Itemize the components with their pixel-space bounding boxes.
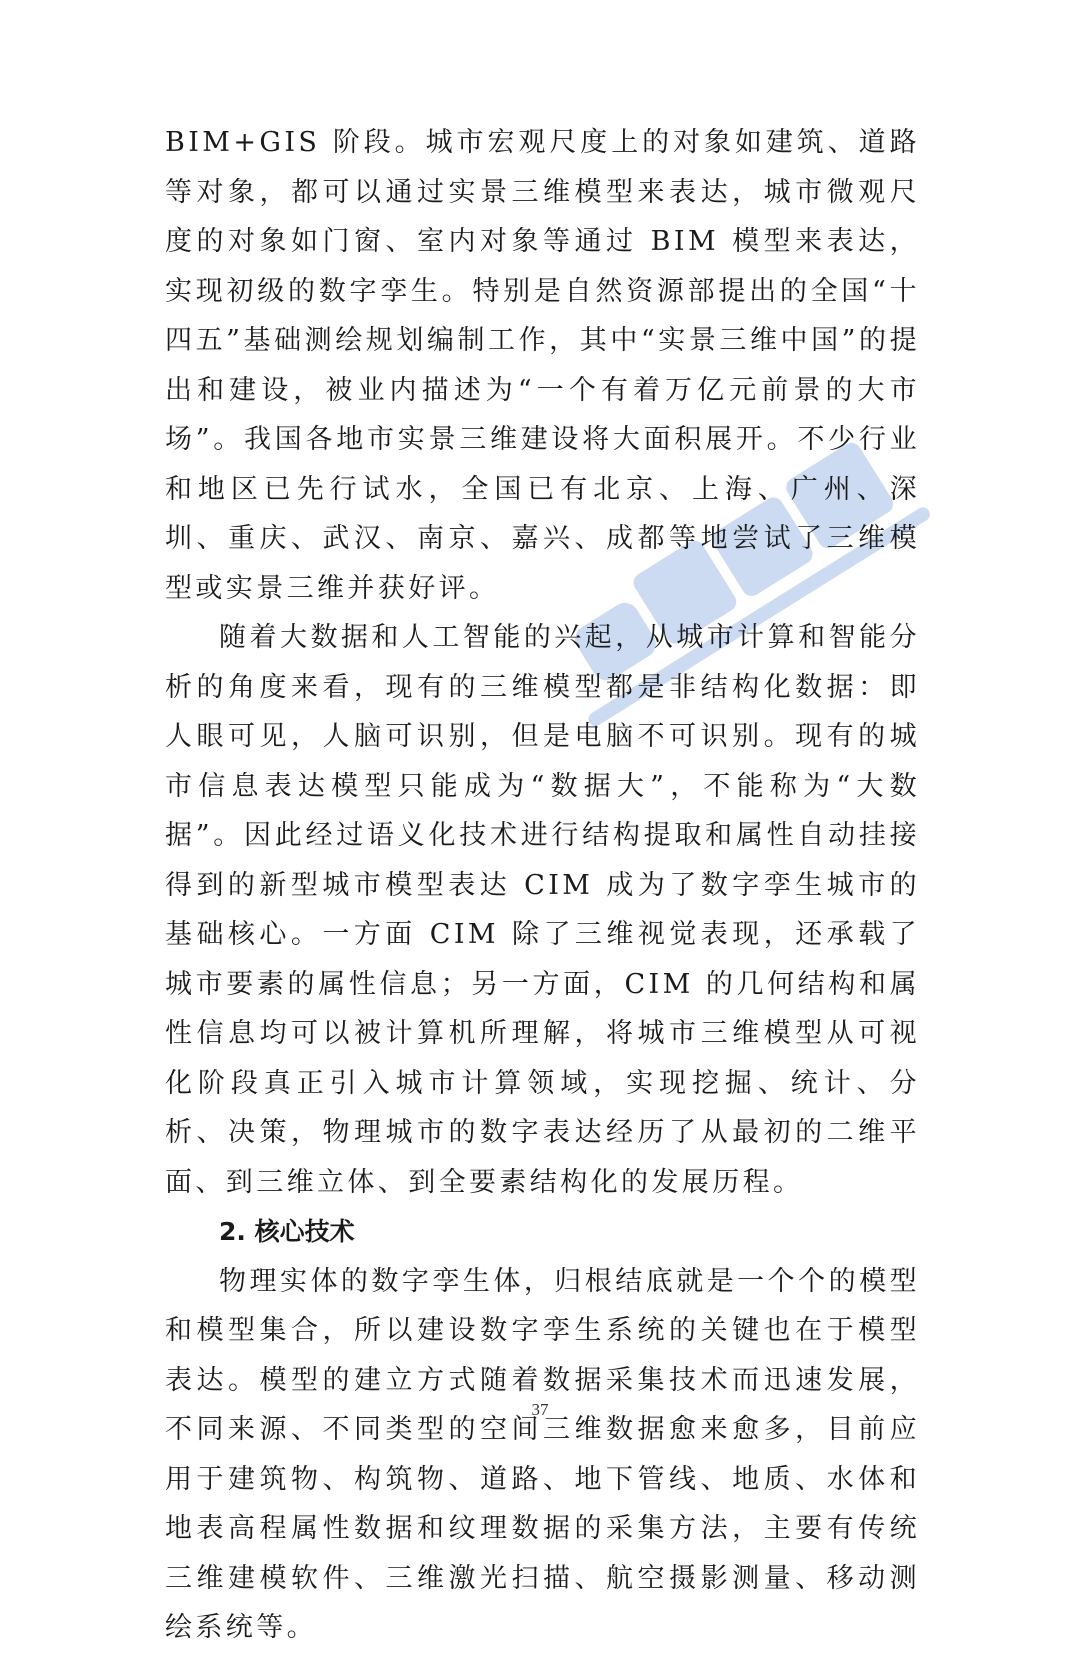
section-paragraph: 物理实体的数字孪生体，归根结底就是一个个的模型和模型集合，所以建设数字孪生系统的关键也在于模型表达。模型的建立方式随着数据采集技术而迅速发展，不同来源、不同类型的空间三维数据愈来愈多，目前应用于建筑物、构筑物、道路、地下管线、地质、水体和地表高程属性数据和纹理数据的采集方法，主要有传统三维建模软件、三维激光扫描、航空摄影测量、移动测绘系统等。 [165, 1265, 920, 1643]
body-paragraph: 随着大数据和人工智能的兴起，从城市计算和智能分析的角度来看，现有的三维模型都是非结构化数据：即人眼可见，人脑可识别，但是电脑不可识别。现有的城市信息表达模型只能成为“数据大”，不能称为“大数据”。因此经过语义化技术进行结构提取和属性自动挂接得到的新型城市模型表达 CIM 成为了数字孪生城市的基础核心。一方面 CIM 除了三维视觉表现，还承载了城市要素的属性信息；另一方面，CIM 的几何结构和属性信息均可以被计算机所理解，将城市三维模型从可视化阶段真正引入城市计算领域，实现挖掘、统计、分析、决策，物理城市的数字表达经历了从最初的二维平面、到三维立体、到全要素结构化的发展历程。 [165, 622, 920, 1198]
page-number: 37 [531, 1400, 549, 1419]
document-body [165, 118, 920, 1653]
body-paragraph: BIM+GIS 阶段。城市宏观尺度上的对象如建筑、道路等对象，都可以通过实景三维模型来表达，城市微观尺度的对象如门窗、室内对象等通过 BIM 模型来表达，实现初级的数字孪生。特别是自然资源部提出的全国“十四五”基础测绘规划编制工作，其中“实景三维中国”的提出和建设，被业内描述为“一个有着万亿元前景的大市场”。我国各地市实景三维建设将大面积展开。不少行业和地区已先行试水，全国已有北京、上海、广州、深圳、重庆、武汉、南京、嘉兴、成都等地尝试了三维模型或实景三维并获好评。 [165, 127, 920, 604]
section-heading: 2. 核心技术 [219, 1217, 355, 1246]
